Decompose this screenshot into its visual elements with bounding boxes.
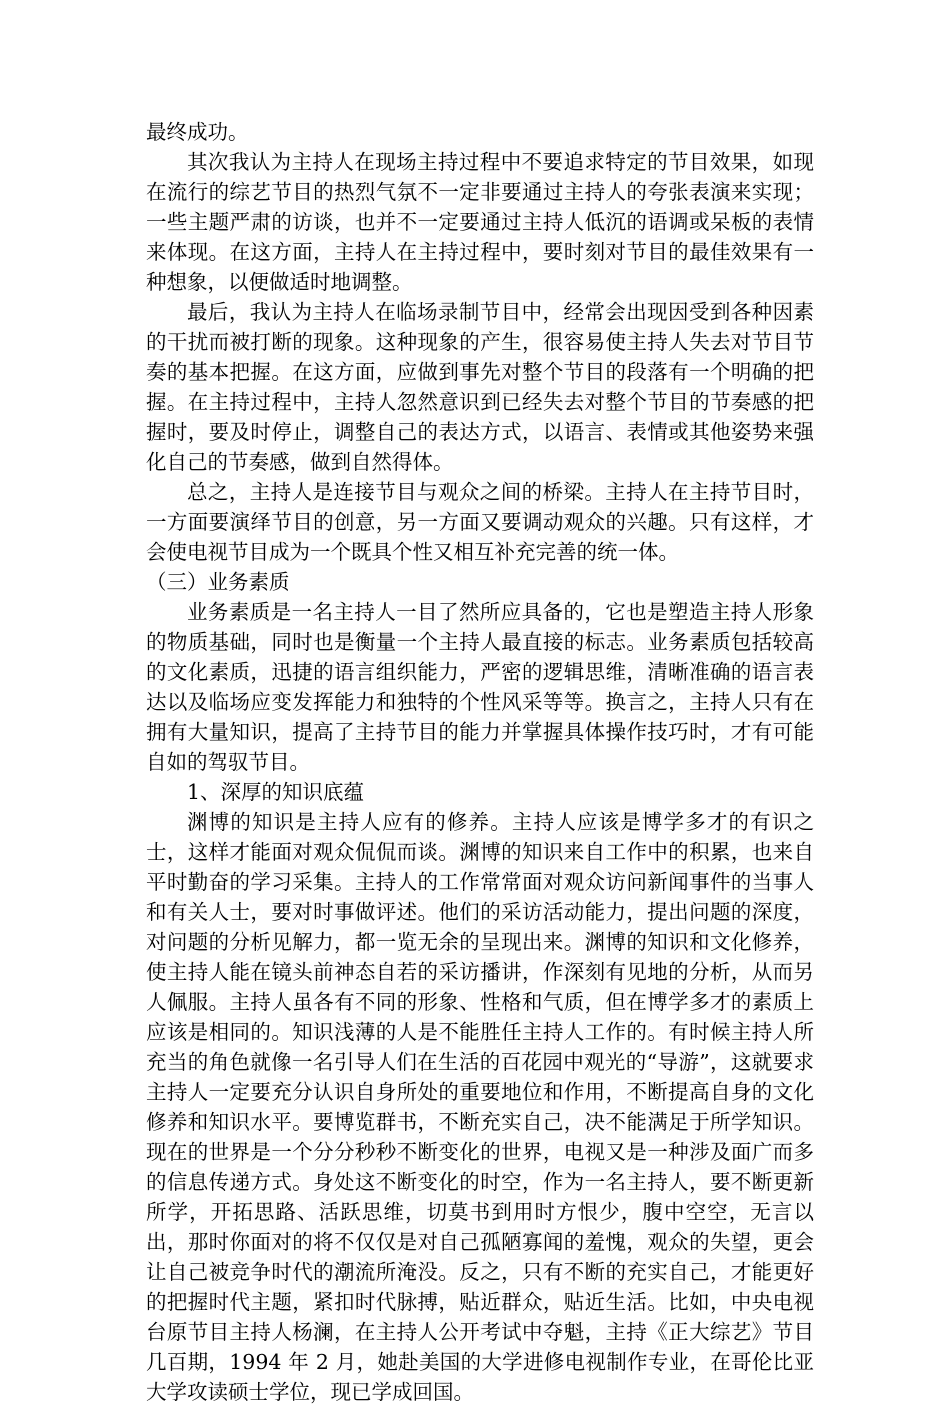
subsection-heading: 1、深厚的知识底蕴 [187,780,365,804]
paragraph-body: 其次我认为主持人在现场主持过程中不要追求特定的节目效果，如现在流行的综艺节目的热烈气氛不一定非要通过主持人的夸张表演来实现；一些主题严肃的访谈，也并不一定要通过主持人低沉的语调或呆板的表情来体现。在这方面，主持人在主持过程中，要时刻对节目的最佳效果有一种想象，以便做适时地调整。 [146,150,814,294]
paragraph-continuation: 最终成功。 [146,120,249,144]
document-body [146,117,814,1407]
section-heading: （三）业务素质 [146,570,290,594]
paragraph-body: 最后，我认为主持人在临场录制节目中，经常会出现因受到各种因素的干扰而被打断的现象。这种现象的产生，很容易使主持人失去对节目节奏的基本把握。在这方面，应做到事先对整个节目的段落有一个明确的把握。在主持过程中，主持人忽然意识到已经失去对整个节目的节奏感的把握时，要及时停止，调整自己的表达方式，以语言、表情或其他姿势来强化自己的节奏感，做到自然得体。 [146,300,814,474]
paragraph-body: 业务素质是一名主持人一目了然所应具备的，它也是塑造主持人形象的物质基础，同时也是衡量一个主持人最直接的标志。业务素质包括较高的文化素质，迅捷的语言组织能力，严密的逻辑思维，清晰准确的语言表达以及临场应变发挥能力和独特的个性风采等等。换言之，主持人只有在拥有大量知识，提高了主持节目的能力并掌握具体操作技巧时，才有可能自如的驾驭节目。 [146,600,814,774]
paragraph-body: 渊博的知识是主持人应有的修养。主持人应该是博学多才的有识之士，这样才能面对观众侃侃而谈。渊博的知识来自工作中的积累，也来自平时勤奋的学习采集。主持人的工作常常面对观众访问新闻事件的当事人和有关人士，要对时事做评述。他们的采访活动能力，提出问题的深度，对问题的分析见解力，都一览无余的呈现出来。渊博的知识和文化修养，使主持人能在镜头前神态自若的采访播讲，作深刻有见地的分析，从而另人佩服。主持人虽各有不同的形象、性格和气质，但在博学多才的素质上应该是相同的。知识浅薄的人是不能胜任主持人工作的。有时候主持人所充当的角色就像一名引导人们在生活的百花园中观光的“导游”，这就要求主持人一定要充分认识自身所处的重要地位和作用，不断提高自身的文化修养和知识水平。要博览群书，不断充实自己，决不能满足于所学知识。现在的世界是一个分分秒秒不断变化的世界，电视又是一种涉及面广而多的信息传递方式。身处这不断变化的时空，作为一名主持人，要不断更新所学，开拓思路、活跃思维，切莫书到用时方恨少，腹中空空，无言以出，那时你面对的将不仅仅是对自己孤陋寡闻的羞愧，观众的失望，更会让自己被竞争时代的潮流所淹没。反之，只有不断的充实自己，才能更好的把握时代主题，紧扣时代脉搏，贴近群众，贴近生活。比如，中央电视台原节目主持人杨澜，在主持人公开考试中夺魁，主持《正大综艺》节目几百期，1994 年 2 月，她赴美国的大学进修电视制作专业，在哥伦比亚大学攻读硕士学位，现已学成回国。 [146,810,814,1404]
paragraph-body: 总之，主持人是连接节目与观众之间的桥梁。主持人在主持节目时，一方面要演绎节目的创意，另一方面又要调动观众的兴趣。只有这样，才会使电视节目成为一个既具个性又相互补充完善的统一体。 [146,480,814,564]
